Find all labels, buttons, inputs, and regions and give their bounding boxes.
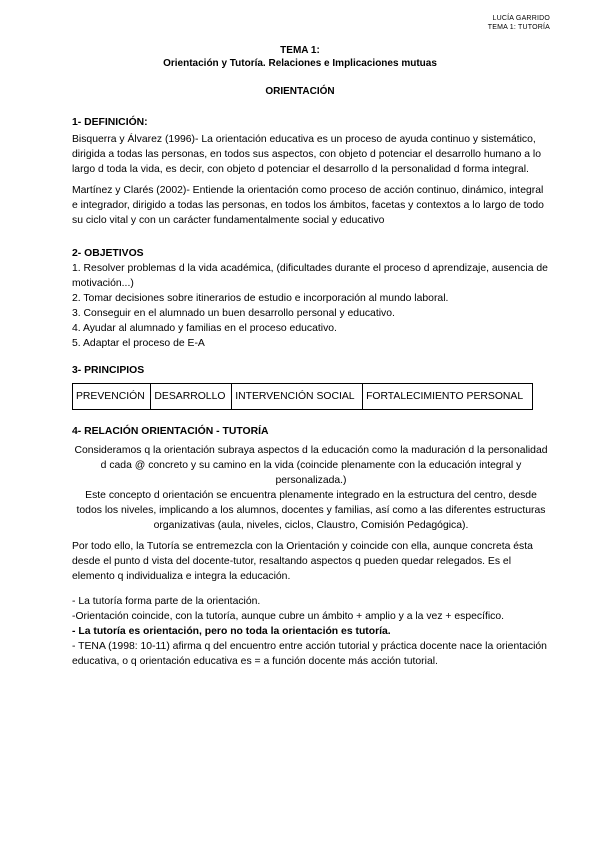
relation-centered-1: Consideramos q la orientación subraya aspectos d la educación como la maduración d la personalidad d cada @ concreto y su camino en la vida (coincide plenamente con la educación integral y personalizada.)	[74, 445, 548, 486]
objectives-list	[72, 261, 550, 351]
document-body	[72, 115, 550, 669]
relation-bullet-2: -Orientación coincide, con la tutoría, aunque cubre un ámbito + amplio y a la vez + específico.	[72, 611, 505, 622]
page-header	[488, 14, 550, 32]
list-item: 5. Adaptar el proceso de E-A	[72, 338, 205, 349]
relation-centered-2: Este concepto d orientación se encuentra plenamente integrado en la estructura del centro, desde todos los niveles, implicando a los alumnos, docentes y familias, así como a las diferentes estructuras organizativas (aula, niveles, ciclos, Claustro, Comisión Pedagógica).	[76, 490, 546, 531]
relation-bullet-4: - TENA (1998: 10-11) afirma q del encuentro entre acción tutorial y práctica docente nace la orientación educativa, o q orientación educativa es = a función docente más acción tutorial.	[72, 641, 547, 667]
relation-bullet-3: - La tutoría es orientación, pero no toda la orientación es tutoría.	[72, 626, 391, 637]
definition-heading: 1- DEFINICIÓN:	[72, 117, 148, 128]
relation-bullet-1: - La tutoría forma parte de la orientación.	[72, 596, 261, 607]
list-item: 3. Conseguir en el alumnado un buen desarrollo personal y educativo.	[72, 308, 395, 319]
relation-heading: 4- RELACIÓN ORIENTACIÓN - TUTORÍA	[72, 426, 269, 437]
principle-cell: DESARROLLO	[151, 384, 232, 410]
list-item: 2. Tomar decisiones sobre itinerarios de estudio e incorporación al mundo laboral.	[72, 293, 449, 304]
list-item: 4. Ayudar al alumnado y familias en el proceso educativo.	[72, 323, 337, 334]
document-title	[0, 44, 600, 70]
title-line-1: TEMA 1:	[280, 45, 320, 56]
principle-cell: PREVENCIÓN	[73, 384, 151, 410]
principles-table	[72, 383, 533, 410]
header-author: LUCÍA GARRIDO	[492, 15, 550, 22]
principles-heading: 3- PRINCIPIOS	[72, 365, 145, 376]
objectives-heading: 2- OBJETIVOS	[72, 248, 144, 259]
definition-paragraph-1: Bisquerra y Álvarez (1996)- La orientación educativa es un proceso de ayuda continuo y sistemático, dirigida a todas las personas, en todos sus aspectos, con objeto d potenciar el desarrollo humano a lo largo d toda la vida, es decir, con objeto d potenciar el desarrollo d la personalidad d forma integral.	[72, 134, 542, 175]
principle-cell: FORTALECIMIENTO PERSONAL	[363, 384, 533, 410]
principle-cell: INTERVENCIÓN SOCIAL	[232, 384, 363, 410]
section-heading: ORIENTACIÓN	[265, 86, 335, 97]
definition-paragraph-2: Martínez y Clarés (2002)- Entiende la orientación como proceso de acción continuo, dinámico, integral e integrador, dirigido a todas las personas, en todos los ámbitos, facetas y contextos a lo largo de todo su ciclo vital y con un carácter fundamentalmente social y educativo	[72, 185, 544, 226]
list-item: 1. Resolver problemas d la vida académica, (dificultades durante el proceso d aprendizaje, ausencia de motivación...)	[72, 263, 548, 289]
relation-paragraph: Por todo ello, la Tutoría se entremezcla con la Orientación y coincide con ella, aunque concreta ésta desde el punto d vista del docente-tutor, resaltando aspectos q pueden quedar relegados. Es el elemento q individualiza e integra la educación.	[72, 541, 533, 582]
title-line-2: Orientación y Tutoría. Relaciones e Implicaciones mutuas	[163, 58, 437, 69]
header-topic: TEMA 1: TUTORÍA	[487, 24, 550, 31]
